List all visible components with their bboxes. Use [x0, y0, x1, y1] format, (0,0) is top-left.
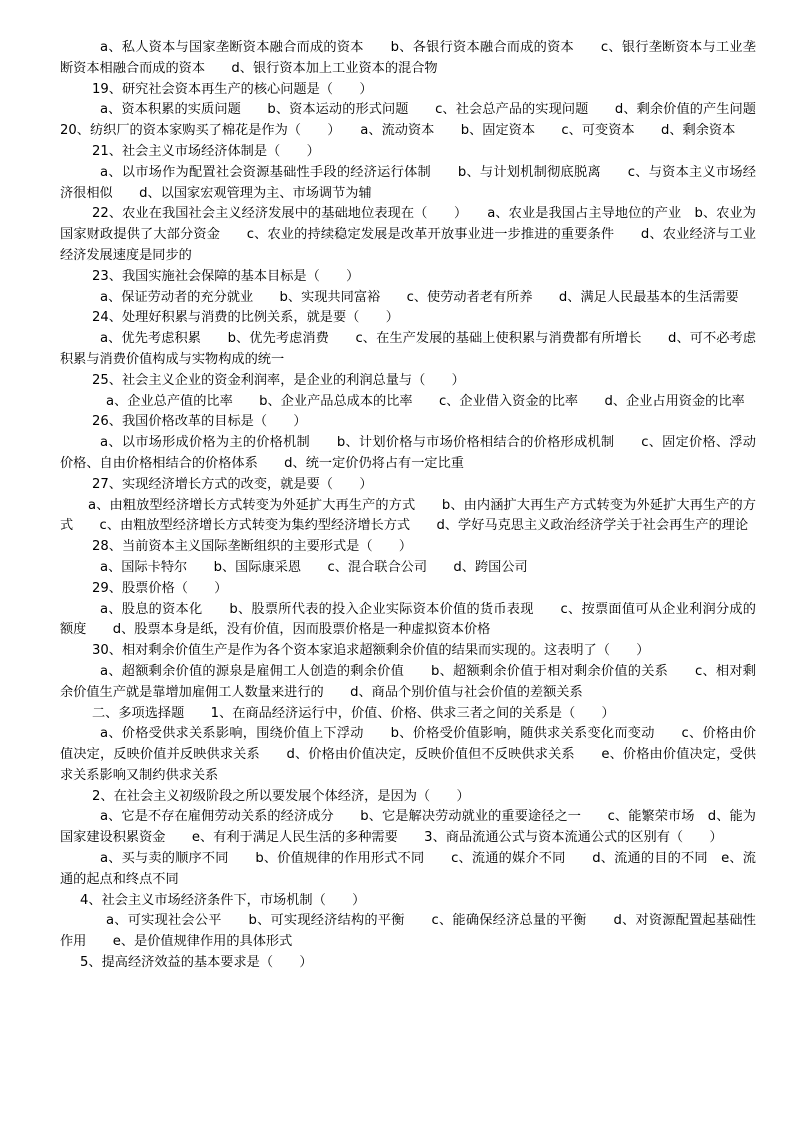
- paragraph: a、优先考虑积累 b、优先考虑消费 c、在生产发展的基础上使积累与消费都有所增长 d、可不必考虑积累与消费价值构成与实物构成的统一: [60, 331, 756, 367]
- paragraph: 5、提高经济效益的基本要求是（ ）: [80, 955, 313, 971]
- paragraph: 4、社会主义市场经济条件下，市场机制（ ）: [80, 892, 366, 908]
- document-body: [60, 38, 783, 974]
- paragraph: a、以市场形成价格为主的价格机制 b、计划价格与市场价格相结合的价格形成机制 c、固定价格、浮动价格、自由价格相结合的价格体系 d、统一定价仍将占有一定比重: [60, 435, 756, 471]
- paragraph: 28、当前资本主义国际垄断组织的主要形式是（ ）: [92, 539, 413, 555]
- paragraph: a、资本积累的实质问题 b、资本运动的形式问题 c、社会总产品的实现问题 d、剩余价值的产生问题 20、纺织厂的资本家购买了棉花是作为（ ） a、流动资本 b、固定资本 c、可变资本 d、剩余资本: [60, 102, 783, 139]
- paragraph: 30、相对剩余价值生产是作为各个资本家追求超额剩余价值的结果而实现的。这表明了（ ）: [92, 643, 650, 659]
- paragraph: a、股息的资本化 b、股票所代表的投入企业实际资本价值的货币表现 c、按票面值可从企业利润分成的额度 d、股票本身是纸，没有价值，因而股票价格是一种虚拟资本价格: [60, 601, 756, 638]
- paragraph: 22、农业在我国社会主义经济发展中的基础地位表现在（ ） a、农业是我国占主导地位的产业 b、农业为国家财政提供了大部分资金 c、农业的持续稳定发展是改革开放事业进一步推进的重要条件 d、农业经济与工业经济发展速度是同步的: [60, 206, 756, 263]
- paragraph: 24、处理好积累与消费的比例关系，就是要（ ）: [92, 310, 399, 326]
- paragraph: 21、社会主义市场经济体制是（ ）: [92, 143, 320, 159]
- paragraph: 25、社会主义企业的资金利润率，是企业的利润总量与（ ）: [92, 372, 465, 388]
- paragraph: a、由粗放型经济增长方式转变为外延扩大再生产的方式 b、由内涵扩大再生产方式转变为外延扩大再生产的方式 c、由粗放型经济增长方式转变为集约型经济增长方式 d、学好马克思主义政治经济学关于社会再生产的理论: [60, 497, 756, 534]
- paragraph: a、国际卡特尔 b、国际康采恩 c、混合联合公司 d、跨国公司: [100, 559, 528, 575]
- paragraph: 23、我国实施社会保障的基本目标是（ ）: [92, 268, 360, 284]
- paragraph: a、价格受供求关系影响，围绕价值上下浮动 b、价格受价值影响，随供求关系变化而变动 c、价格由价值决定，反映价值并反映供求关系 d、价格由价值决定，反映价值但不反映供求关系 e、价格由价值决定，受供求关系影响又制约供求关系: [60, 726, 756, 783]
- paragraph: 27、实现经济增长方式的改变，就是要（ ）: [92, 476, 373, 492]
- paragraph: 2、在社会主义初级阶段之所以要发展个体经济，是因为（ ）: [92, 788, 470, 804]
- paragraph: a、超额剩余价值的源泉是雇佣工人创造的剩余价值 b、超额剩余价值于相对剩余价值的关系 c、相对剩余价值生产就是靠增加雇佣工人数量来进行的 d、商品个别价值与社会价值的差额关系: [60, 663, 756, 700]
- paragraph: 26、我国价格改革的目标是（ ）: [92, 414, 307, 430]
- paragraph: a、保证劳动者的充分就业 b、实现共同富裕 c、使劳动者老有所养 d、满足人民最基本的生活需要: [100, 289, 739, 305]
- paragraph: a、企业总产值的比率 b、企业产品总成本的比率 c、企业借入资金的比率 d、企业占用资金的比率: [106, 393, 745, 409]
- paragraph: a、可实现社会公平 b、可实现经济结构的平衡 c、能确保经济总量的平衡 d、对资源配置起基础性作用 e、是价值规律作用的具体形式: [60, 913, 756, 950]
- paragraph: 19、研究社会资本再生产的核心问题是（ ）: [92, 81, 373, 97]
- paragraph: a、它是不存在雇佣劳动关系的经济成分 b、它是解决劳动就业的重要途径之一 c、能繁荣市场 d、能为国家建设积累资金 e、有利于满足人民生活的多种需要 3、商品流通公式与资本流通公式的区别有（ ）: [60, 809, 756, 846]
- paragraph: a、私人资本与国家垄断资本融合而成的资本 b、各银行资本融合而成的资本 c、银行垄断资本与工业垄断资本相融合而成的资本 d、银行资本加上工业资本的混合物: [60, 40, 756, 76]
- paragraph: 29、股票价格（ ）: [92, 580, 228, 596]
- paragraph: a、买与卖的顺序不同 b、价值规律的作用形式不同 c、流通的媒介不同 d、流通的目的不同 e、流通的起点和终点不同: [60, 851, 756, 887]
- paragraph: 二、多项选择题 1、在商品经济运行中，价值、价格、供求三者之间的关系是（ ）: [92, 705, 615, 721]
- paragraph: a、以市场作为配置社会资源基础性手段的经济运行体制 b、与计划机制彻底脱离 c、与资本主义市场经济很相似 d、以国家宏观管理为主、市场调节为辅: [60, 164, 756, 201]
